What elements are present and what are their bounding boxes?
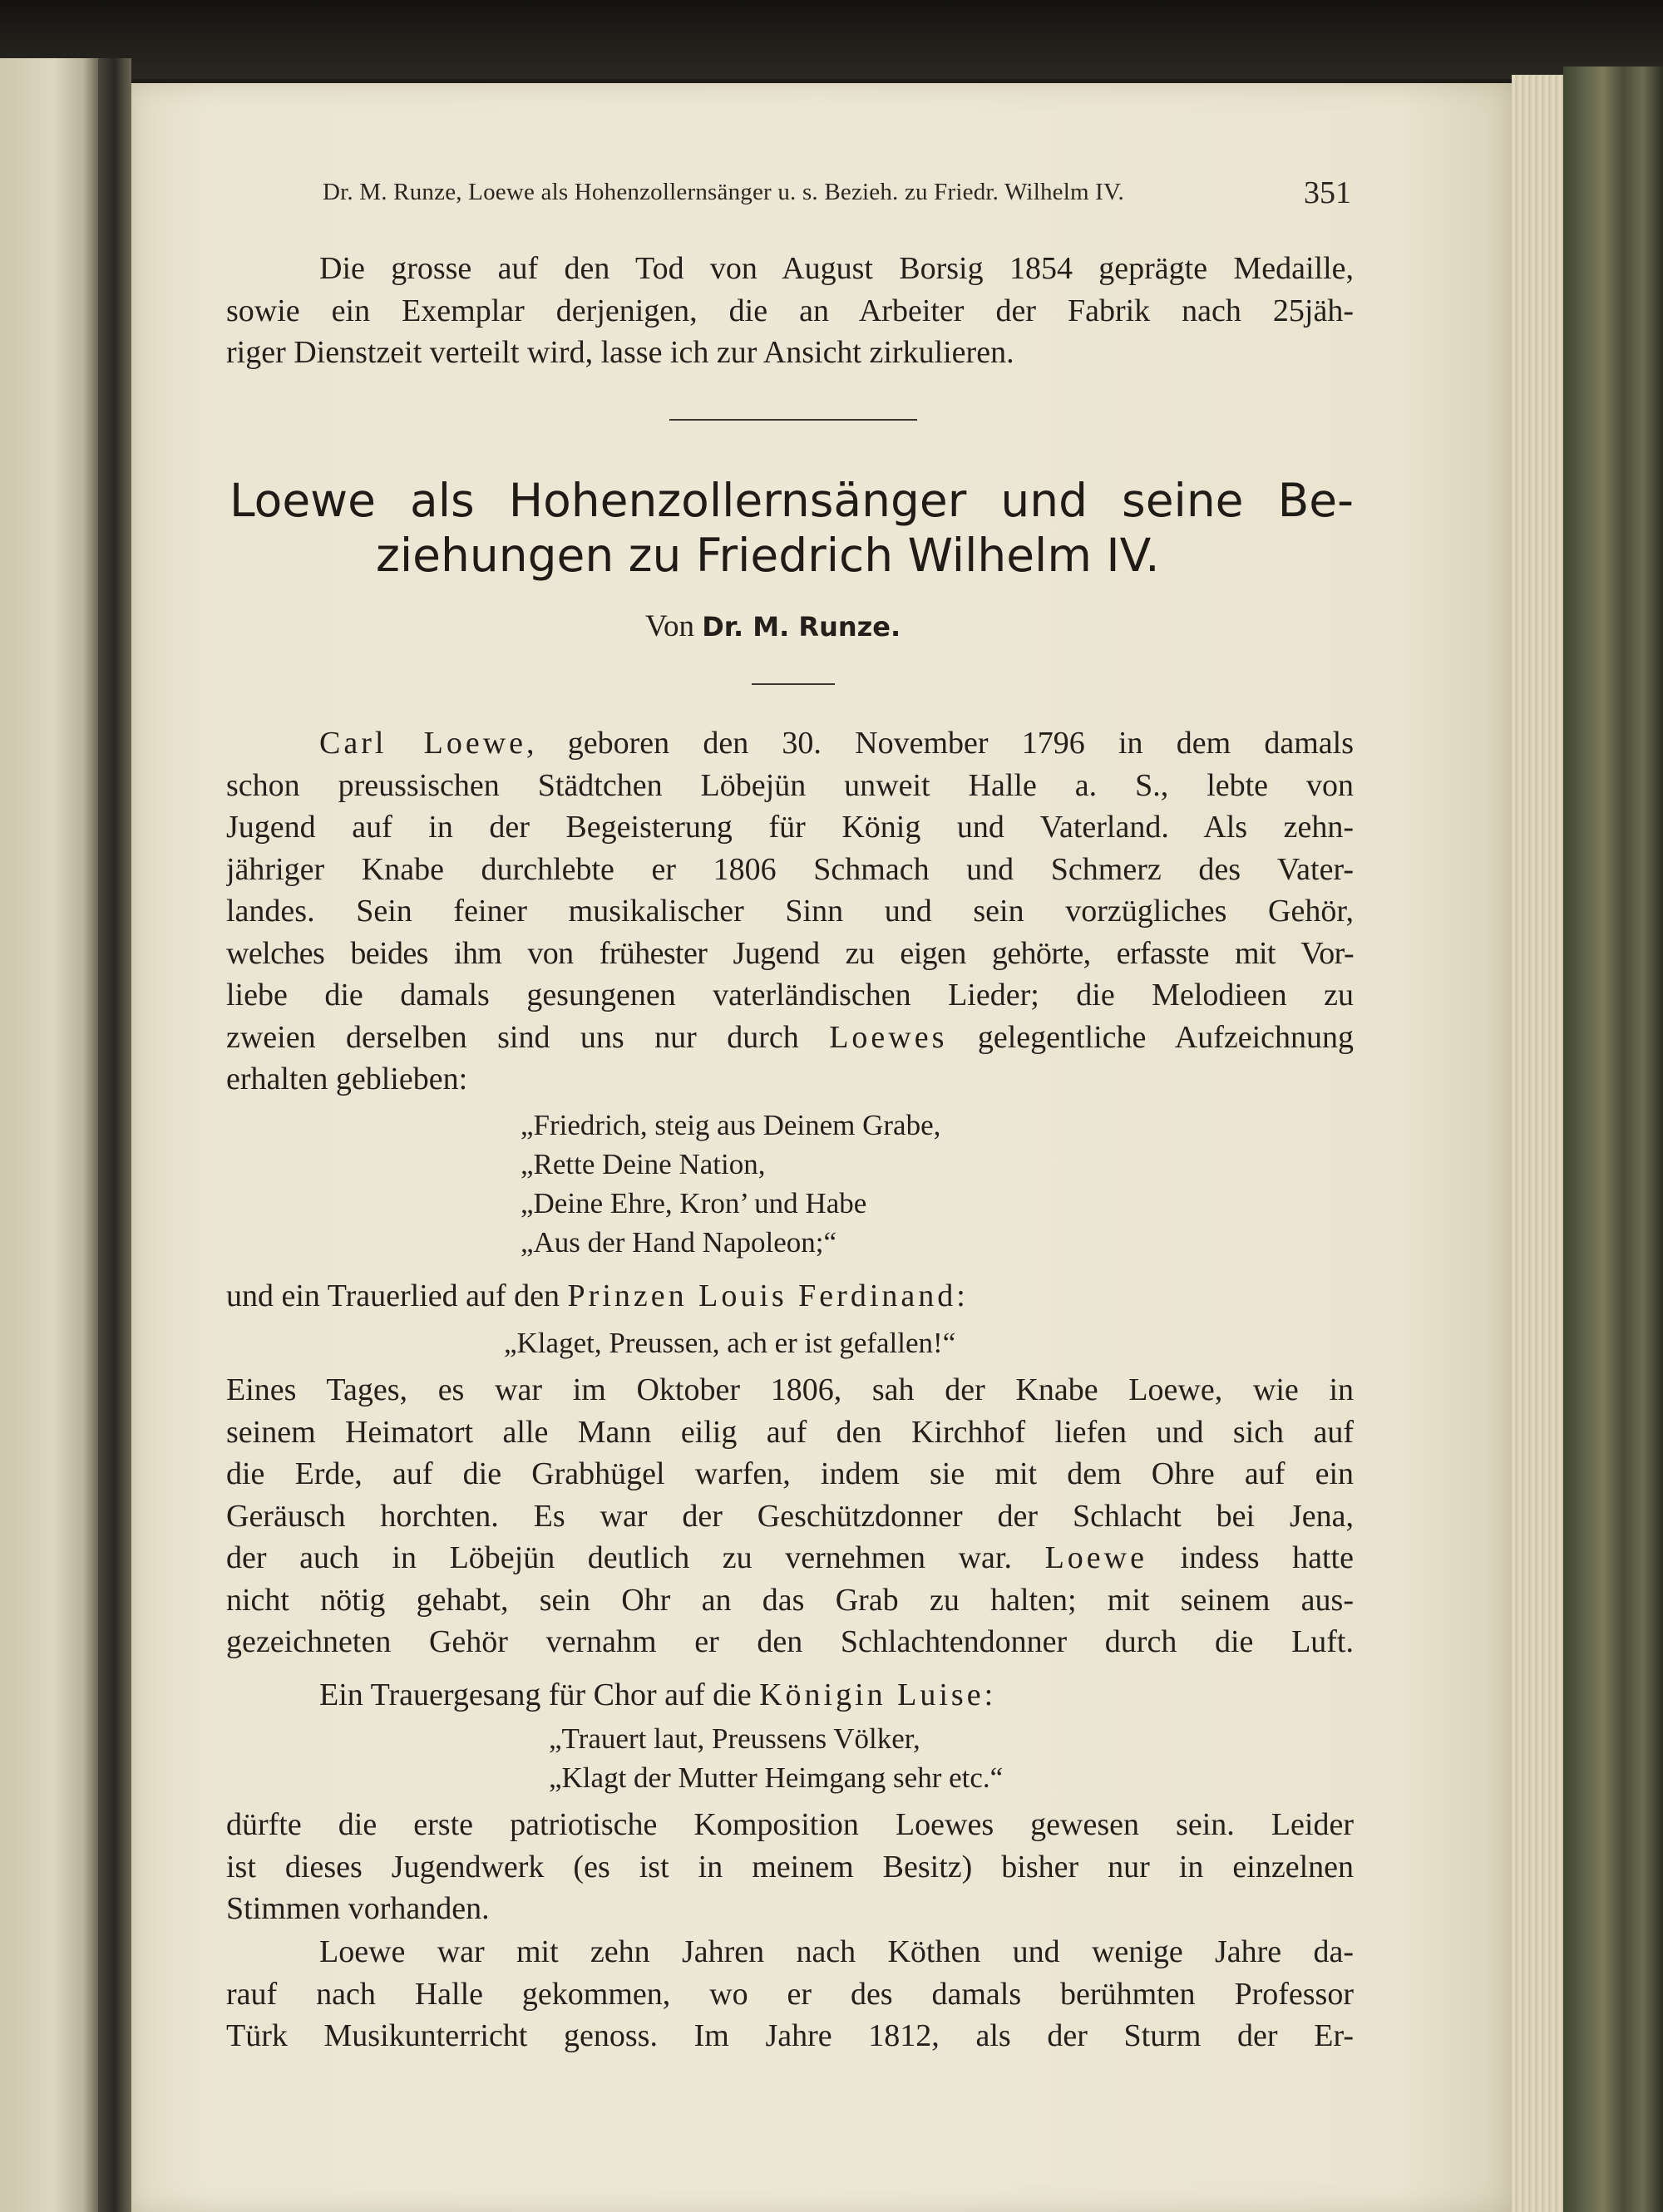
text-line: jähriger Knabe durchlebte er 1806 Schmach und Schmerz des Vater- — [226, 851, 1354, 887]
name-koenigin-luise: Königin Luise — [759, 1677, 984, 1712]
verse-trauert — [549, 1719, 1003, 1797]
section-divider — [669, 419, 917, 421]
text-line: ist dieses Jugendwerk (es ist in meinem Besitz) bisher nur in einzelnen — [226, 1849, 1354, 1884]
trauerlied-line — [226, 1275, 1354, 1318]
verse-klaget: „Klaget, Preussen, ach er ist gefallen!“ — [504, 1327, 956, 1359]
verse-line: „Deine Ehre, Kron’ und Habe — [521, 1187, 867, 1219]
article-title-line-2: ziehungen zu Friedrich Wilhelm IV. — [376, 529, 1160, 582]
name-louis-ferdinand: Prinzen Louis Ferdinand — [567, 1278, 957, 1313]
verse-line: „Friedrich, steig aus Deinem Grabe, — [521, 1109, 941, 1141]
text-line: nicht nötig gehabt, sein Ohr an das Grab zu halten; mit seinem aus- — [226, 1582, 1354, 1618]
article-title-line-1: Loewe als Hohenzollernsänger und seine Be- — [229, 474, 1354, 527]
text-line: seinem Heimatort alle Mann eilig auf den Kirchhof liefen und sich auf — [226, 1414, 1354, 1450]
verse-line: „Rette Deine Nation, — [521, 1148, 766, 1180]
trauergesang-line — [226, 1674, 1354, 1717]
paragraph-3 — [226, 1804, 1354, 1930]
name-carl-loewe: Carl Loewe — [319, 726, 527, 761]
page-stack-edge — [1512, 75, 1563, 2212]
text-line: Loewe war mit zehn Jahren nach Köthen und wenige Jahre da- — [319, 1934, 1354, 1969]
intro-paragraph — [226, 248, 1354, 374]
text-line: riger Dienstzeit verteilt wird, lasse ich zur Ansicht zirkulieren. — [226, 335, 1014, 370]
verse-line: „Klagt der Mutter Heimgang sehr etc.“ — [549, 1761, 1004, 1794]
text-fragment: und ein Trauerlied auf den — [226, 1278, 568, 1313]
paragraph-4 — [226, 1931, 1354, 2057]
text-line: liebe die damals gesungenen vaterländischen Lieder; die Melodieen zu — [226, 978, 1354, 1012]
text-line: rauf nach Halle gekommen, wo er des damals berühmten Professor — [226, 1976, 1354, 2012]
running-title: Dr. M. Runze, Loewe als Hohenzollernsänger u. s. Bezieh. zu Friedr. Wilhelm IV. — [323, 179, 1124, 205]
text-line: die Erde, auf die Grabhügel warfen, indem sie mit dem Ohre auf ein — [226, 1456, 1354, 1491]
text-line — [226, 722, 1354, 765]
text-line: Türk Musikunterricht genoss. Im Jahre 1812, als der Sturm der Er- — [226, 2018, 1354, 2053]
text-line: gezeichneten Gehör vernahm er den Schlachtendonner durch die Luft. — [226, 1624, 1354, 1659]
byline-prefix: Von — [645, 609, 694, 643]
text-line — [226, 1275, 1354, 1318]
book-cover-edge — [1563, 67, 1663, 2212]
text-fragment: gelegentliche Aufzeichnung — [947, 1019, 1354, 1055]
text-line: Eines Tages, es war im Oktober 1806, sah der Knabe Loewe, wie in — [226, 1372, 1354, 1407]
text-fragment: : — [956, 1278, 965, 1313]
text-line: welches beides ihm von frühester Jugend zu eigen gehörte, erfasste mit Vor- — [226, 935, 1354, 971]
text-line: landes. Sein feiner musikalischer Sinn und sein vorzügliches Gehör, — [226, 894, 1354, 929]
facing-page-edge — [0, 58, 98, 2212]
verse-line: „Trauert laut, Preussens Völker, — [549, 1722, 920, 1755]
verse-line: „Aus der Hand Napoleon;“ — [521, 1226, 837, 1259]
paragraph-2 — [226, 1369, 1354, 1663]
text-line: sowie ein Exemplar derjenigen, die an Arbeiter der Fabrik nach 25jäh- — [226, 293, 1354, 328]
author-name: Dr. M. Runze. — [702, 611, 901, 643]
text-line: dürfte die erste patriotische Komposition Loewes gewesen sein. Leider — [226, 1807, 1354, 1842]
text-fragment: : — [984, 1677, 994, 1712]
title-divider — [752, 683, 835, 685]
text-line: schon preussischen Städtchen Löbejün unweit Halle a. S., lebte von — [226, 767, 1354, 803]
text-fragment: der auch in Löbejün deutlich zu vernehmen war. — [226, 1540, 1045, 1575]
text-line: Geräusch horchten. Es war der Geschützdonner der Schlacht bei Jena, — [226, 1498, 1354, 1534]
text-line: Die grosse auf den Tod von August Borsig 1854 geprägte Medaille, — [319, 251, 1354, 286]
text-line — [226, 1674, 1354, 1717]
name-loewes: Loewes — [829, 1019, 948, 1055]
text-line: Stimmen vorhanden. — [226, 1891, 490, 1926]
text-fragment: indess hatte — [1147, 1540, 1354, 1575]
text-fragment: Ein Trauergesang für Chor auf die — [319, 1677, 760, 1712]
name-loewe: Loewe — [1044, 1540, 1147, 1575]
text-line — [226, 1537, 1354, 1579]
text-fragment: zweien derselben sind uns nur durch — [226, 1019, 830, 1055]
text-fragment: , geboren den 30. November 1796 in dem damals — [526, 726, 1354, 761]
page-number: 351 — [1304, 175, 1351, 210]
text-line: Jugend auf in der Begeisterung für König und Vaterland. Als zehn- — [226, 810, 1354, 845]
text-line: erhalten geblieben: — [226, 1062, 468, 1096]
byline — [645, 608, 901, 644]
verse-friedrich — [521, 1106, 940, 1262]
scan-background — [0, 0, 1663, 79]
text-line — [226, 1017, 1354, 1059]
paragraph-1 — [226, 722, 1354, 1101]
book-gutter — [98, 58, 131, 2212]
